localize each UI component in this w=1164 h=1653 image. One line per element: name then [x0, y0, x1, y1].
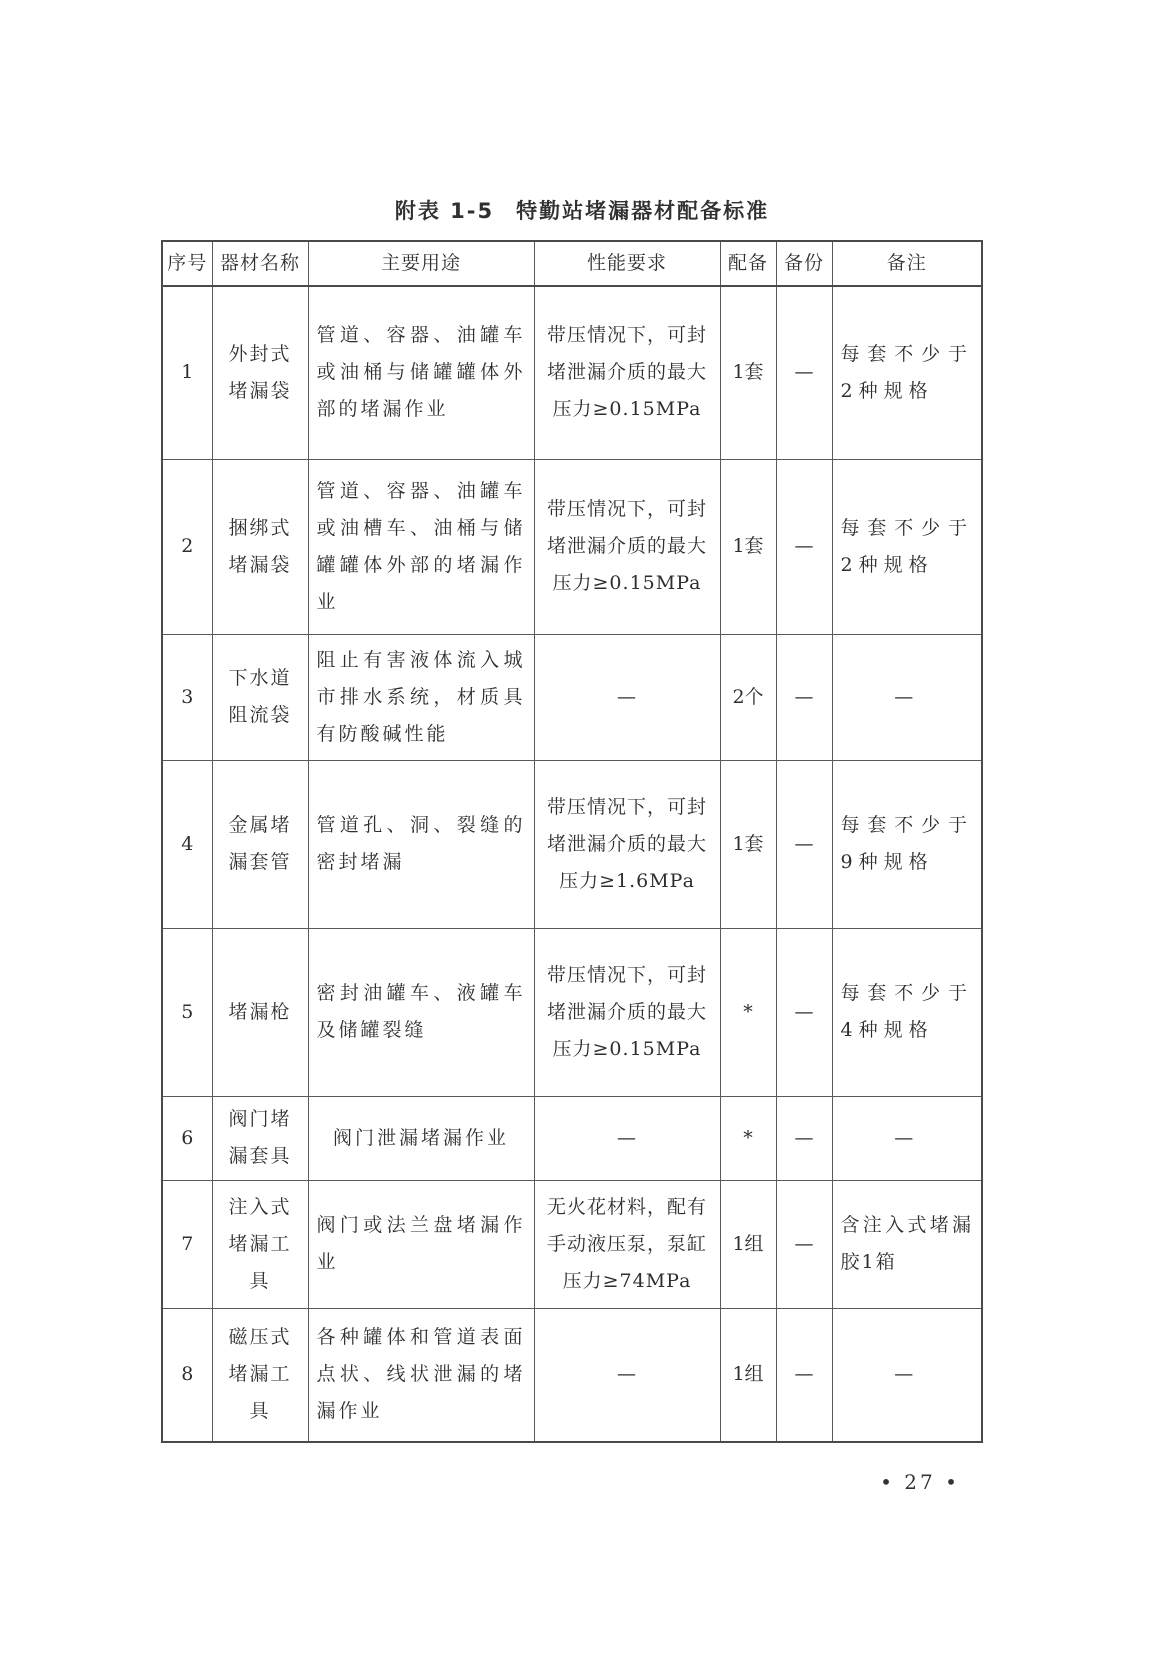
- header-use: 主要用途: [308, 241, 534, 286]
- cell-use: 阻止有害液体流入城市排水系统，材质具有防酸碱性能: [308, 634, 534, 760]
- header-qty: 配备: [720, 241, 776, 286]
- cell-note: —: [832, 634, 982, 760]
- cell-perf: —: [534, 634, 720, 760]
- header-spare: 备份: [776, 241, 832, 286]
- cell-spare: —: [776, 1308, 832, 1442]
- cell-qty: 1套: [720, 459, 776, 634]
- header-name: 器材名称: [212, 241, 308, 286]
- cell-perf: 带压情况下，可封堵泄漏介质的最大压力≥1.6MPa: [534, 760, 720, 928]
- cell-spare: —: [776, 286, 832, 459]
- cell-qty: 1套: [720, 760, 776, 928]
- cell-spare: —: [776, 634, 832, 760]
- cell-use: 各种罐体和管道表面点状、线状泄漏的堵漏作业: [308, 1308, 534, 1442]
- cell-note: 含注入式堵漏胶1箱: [832, 1180, 982, 1308]
- cell-use: 管道、容器、油罐车或油桶与储罐罐体外部的堵漏作业: [308, 286, 534, 459]
- cell-perf: 带压情况下，可封堵泄漏介质的最大压力≥0.15MPa: [534, 459, 720, 634]
- table-row: [162, 1180, 982, 1308]
- cell-qty: 1组: [720, 1308, 776, 1442]
- cell-spare: —: [776, 928, 832, 1096]
- cell-seq: 2: [162, 459, 212, 634]
- cell-name: 磁压式堵漏工具: [212, 1308, 308, 1442]
- cell-seq: 1: [162, 286, 212, 459]
- table-row: [162, 1308, 982, 1442]
- cell-note: 每套不少于2种规格: [832, 459, 982, 634]
- cell-note: 每套不少于4种规格: [832, 928, 982, 1096]
- table-row: [162, 928, 982, 1096]
- header-note: 备注: [832, 241, 982, 286]
- table-row: [162, 459, 982, 634]
- cell-name: 外封式堵漏袋: [212, 286, 308, 459]
- cell-name: 捆绑式堵漏袋: [212, 459, 308, 634]
- cell-spare: —: [776, 1096, 832, 1180]
- cell-qty: *: [720, 1096, 776, 1180]
- cell-perf: —: [534, 1096, 720, 1180]
- table-row: [162, 1096, 982, 1180]
- cell-note: 每套不少于2种规格: [832, 286, 982, 459]
- cell-spare: —: [776, 459, 832, 634]
- cell-seq: 7: [162, 1180, 212, 1308]
- cell-note: —: [832, 1308, 982, 1442]
- table-caption: [0, 195, 1164, 225]
- cell-qty: 1组: [720, 1180, 776, 1308]
- cell-name: 堵漏枪: [212, 928, 308, 1096]
- cell-seq: 4: [162, 760, 212, 928]
- header-perf: 性能要求: [534, 241, 720, 286]
- cell-spare: —: [776, 1180, 832, 1308]
- cell-name: 阀门堵漏套具: [212, 1096, 308, 1180]
- cell-perf: 带压情况下，可封堵泄漏介质的最大压力≥0.15MPa: [534, 928, 720, 1096]
- cell-use: 阀门或法兰盘堵漏作业: [308, 1180, 534, 1308]
- page-number: • 27 •: [880, 1470, 960, 1494]
- table-row: [162, 760, 982, 928]
- cell-qty: 2个: [720, 634, 776, 760]
- cell-use: 阀门泄漏堵漏作业: [308, 1096, 534, 1180]
- cell-perf: 无火花材料，配有手动液压泵，泵缸压力≥74MPa: [534, 1180, 720, 1308]
- cell-seq: 3: [162, 634, 212, 760]
- cell-qty: *: [720, 928, 776, 1096]
- header-seq: 序号: [162, 241, 212, 286]
- cell-qty: 1套: [720, 286, 776, 459]
- cell-note: —: [832, 1096, 982, 1180]
- cell-name: 注入式堵漏工具: [212, 1180, 308, 1308]
- cell-name: 下水道阻流袋: [212, 634, 308, 760]
- header-row: [162, 241, 982, 286]
- cell-use: 密封油罐车、液罐车及储罐裂缝: [308, 928, 534, 1096]
- cell-use: 管道孔、洞、裂缝的密封堵漏: [308, 760, 534, 928]
- cell-use: 管道、容器、油罐车或油槽车、油桶与储罐罐体外部的堵漏作业: [308, 459, 534, 634]
- cell-name: 金属堵漏套管: [212, 760, 308, 928]
- cell-seq: 6: [162, 1096, 212, 1180]
- table-row: [162, 286, 982, 459]
- table-row: [162, 634, 982, 760]
- table-title: 特勤站堵漏器材配备标准: [516, 199, 770, 223]
- table-number: 附表 1-5: [394, 199, 495, 223]
- cell-seq: 8: [162, 1308, 212, 1442]
- equipment-table: [161, 240, 983, 1443]
- cell-note: 每套不少于9种规格: [832, 760, 982, 928]
- cell-perf: —: [534, 1308, 720, 1442]
- cell-perf: 带压情况下，可封堵泄漏介质的最大压力≥0.15MPa: [534, 286, 720, 459]
- cell-seq: 5: [162, 928, 212, 1096]
- cell-spare: —: [776, 760, 832, 928]
